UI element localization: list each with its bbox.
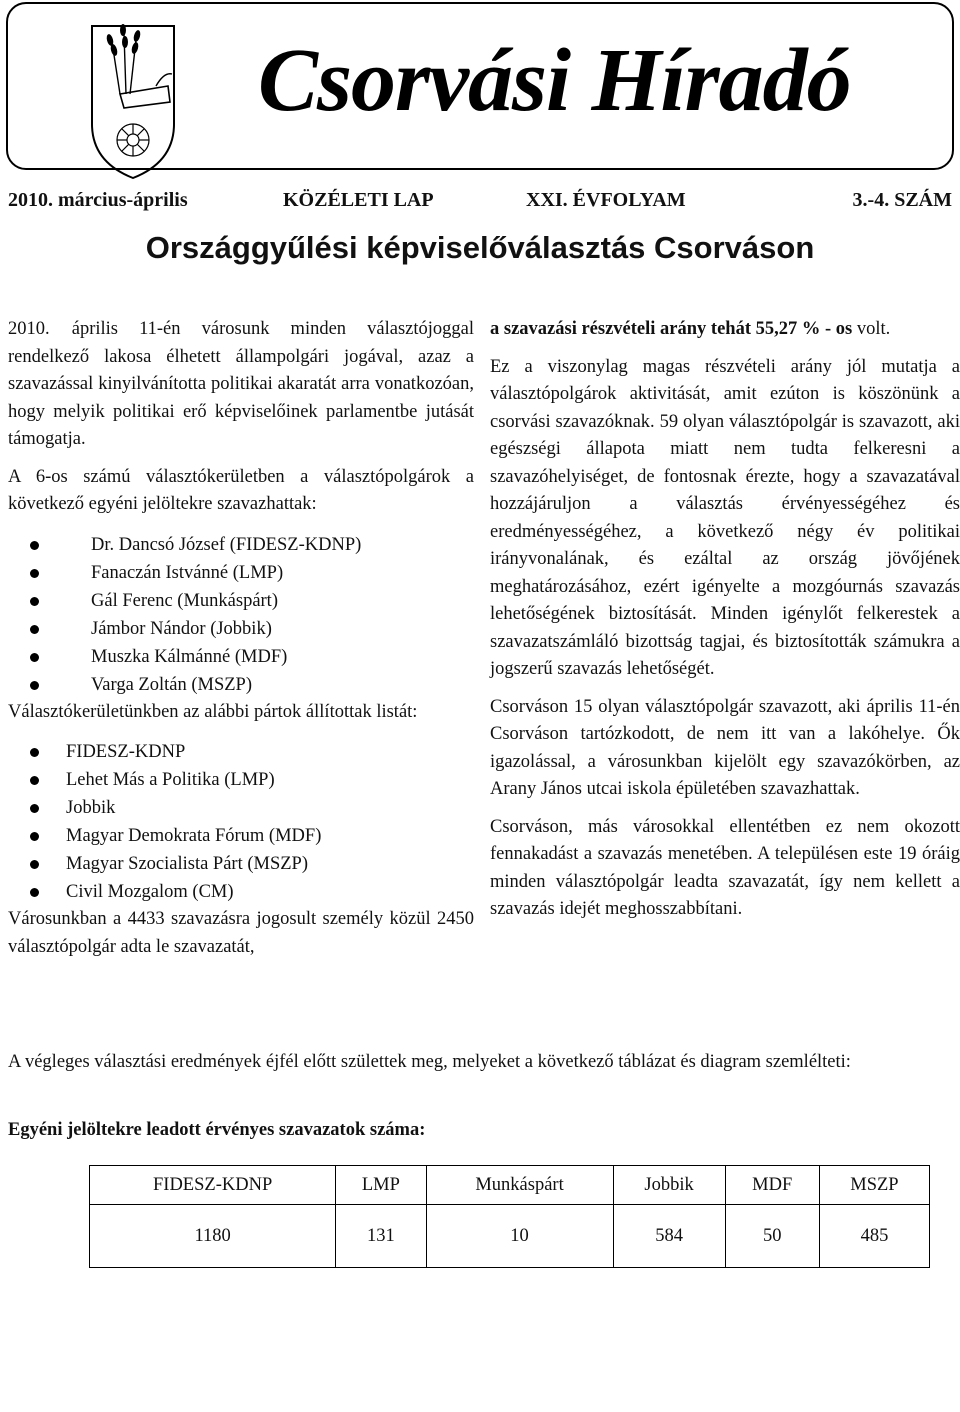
list-item — [8, 643, 474, 671]
table-header-cell: MSZP — [819, 1166, 929, 1205]
list-item — [8, 559, 474, 587]
bullet-icon — [30, 625, 39, 634]
list-item — [8, 794, 474, 822]
bullet-icon — [30, 569, 39, 578]
table-header-cell: FIDESZ-KDNP — [90, 1166, 336, 1205]
issue-year: XXI. ÉVFOLYAM — [526, 189, 686, 211]
list-item — [8, 615, 474, 643]
party-list — [8, 738, 474, 906]
bullet-icon — [30, 888, 39, 897]
article-headline: Országgyűlési képviselőválasztás Csorváson — [145, 230, 815, 265]
bullet-icon — [30, 748, 39, 757]
residence-paragraph: Csorváson 15 olyan választópolgár szavazott, aki április 11-én Csorváson tartózkodott, de nem itt van a lakóhelye. Ők igazolással, a városunkban kijelölt egy szavazókörben, az Arany János utcai iskola épületében szavazhattak. — [490, 696, 960, 799]
turnout-end: volt. — [856, 319, 891, 339]
party-name: Jobbik — [66, 798, 116, 818]
party-name: Magyar Demokrata Fórum (MDF) — [66, 826, 322, 846]
candidate-name: Jámbor Nándor (Jobbik) — [91, 618, 272, 639]
bullet-icon — [30, 832, 39, 841]
bullet-icon — [30, 776, 39, 785]
bullet-icon — [30, 681, 39, 690]
candidate-name: Gál Ferenc (Munkáspárt) — [91, 590, 278, 611]
turnout-text: Városunkban a 4433 szavazásra jogosult személy közül 2450 választópolgár adta le szavazatát, — [8, 909, 474, 957]
table-header-cell: MDF — [725, 1166, 819, 1205]
candidate-name: Dr. Dancsó József (FIDESZ-KDNP) — [91, 534, 362, 555]
table-heading: Egyéni jelöltekre leadott érvényes szavazatok száma: — [8, 1120, 426, 1140]
list-item — [8, 822, 474, 850]
table-cell: 584 — [613, 1205, 725, 1268]
newspaper-title: Csorvási Híradó — [258, 31, 851, 130]
party-name: Magyar Szocialista Párt (MSZP) — [66, 854, 308, 874]
table-header-row — [90, 1166, 930, 1205]
table-cell: 50 — [725, 1205, 819, 1268]
article-left-column — [8, 316, 474, 961]
parties-intro: Választókerületünkben az alábbi pártok állítottak listát: — [8, 701, 418, 722]
issue-date: 2010. március-április — [8, 189, 188, 211]
table-cell: 10 — [426, 1205, 613, 1268]
list-item — [8, 766, 474, 794]
table-cell: 485 — [819, 1205, 929, 1268]
table-cell: 1180 — [90, 1205, 336, 1268]
table-header-cell: LMP — [336, 1166, 426, 1205]
table-row — [90, 1205, 930, 1268]
results-table — [89, 1165, 930, 1268]
thanks-paragraph: Ez a viszonylag magas részvételi arány jól mutatja a választópolgárok aktivitását, amit ezúton is köszönünk a csorvási szavazóknak. 59 olyan választópolgár is szavazott, aki egészségi állapota miatt nem tudta felkeresni a szavazóhelyiséget, de fontosnak érezte, hogy a szavazatával hozzájáruljon a választás érvényességéhez és eredményességéhez, a következő négy év politikai irányvonalának, és ezáltal az ország jövőjének meghatározásához, ezért igényelte a mozgóurnás szavazás lehetőségének biztosítását. Minden igénylőt felkerestek a szavazatszámláló bizottság tagjai, és biztosították számukra a jogszerű szavazás lehetőségét. — [490, 356, 960, 679]
turnout-rate: a szavazási részvételi arány tehát 55,27 % - os — [490, 319, 853, 339]
party-name: FIDESZ-KDNP — [66, 742, 186, 762]
turnout-paragraph — [8, 906, 474, 961]
intro-paragraph — [8, 316, 474, 454]
list-item — [8, 878, 474, 906]
issue-info-bar — [8, 189, 952, 213]
table-header-cell: Munkáspárt — [426, 1166, 613, 1205]
bullet-icon — [30, 860, 39, 869]
masthead — [6, 2, 954, 170]
list-item — [8, 531, 474, 559]
smooth-voting-paragraph: Csorváson, más városokkal ellentétben ez nem okozott fennakadást a szavazás menetében. A településen este 19 óráig minden választópolgár leadta szavazatát, így nem kellett a szavazás idejét meghosszabbítani. — [490, 816, 960, 919]
candidates-intro: A 6-os számú választókerületben a választópolgárok a következő egyéni jelöltekre szavazhattak: — [8, 466, 474, 514]
closing-paragraph: A végleges választási eredmények éjfél előtt születtek meg, melyeket a következő táblázat és diagram szemlélteti: — [8, 1052, 851, 1072]
bullet-icon — [30, 541, 39, 550]
party-name: Civil Mozgalom (CM) — [66, 882, 234, 902]
candidate-name: Muszka Kálmánné (MDF) — [91, 646, 288, 667]
list-item — [8, 738, 474, 766]
table-cell: 131 — [336, 1205, 426, 1268]
candidate-list — [8, 531, 474, 699]
candidate-name: Fanaczán Istvánné (LMP) — [91, 562, 284, 583]
candidate-name: Varga Zoltán (MSZP) — [91, 674, 252, 695]
intro-date: 2010. — [8, 319, 50, 339]
bullet-icon — [30, 597, 39, 606]
list-item — [8, 671, 474, 699]
article-right-column — [490, 316, 960, 924]
bullet-icon — [30, 653, 39, 662]
bullet-icon — [30, 804, 39, 813]
turnout-continued — [490, 316, 960, 344]
issue-number: 3.-4. SZÁM — [852, 189, 952, 211]
list-item — [8, 850, 474, 878]
town-coat-of-arms-icon — [90, 12, 176, 180]
table-header-cell: Jobbik — [613, 1166, 725, 1205]
list-item — [8, 587, 474, 615]
party-name: Lehet Más a Politika (LMP) — [66, 770, 275, 790]
intro-text: április 11-én városunk minden választójoggal rendelkező lakosa élhetett állampolgári jogával, azaz a szavazással kinyilvánította politikai akaratát arra vonatkozóan, hogy melyik politikai erő képviselőinek parlamentbe jutását támogatja. — [8, 319, 475, 449]
issue-kind: KÖZÉLETI LAP — [283, 189, 434, 211]
